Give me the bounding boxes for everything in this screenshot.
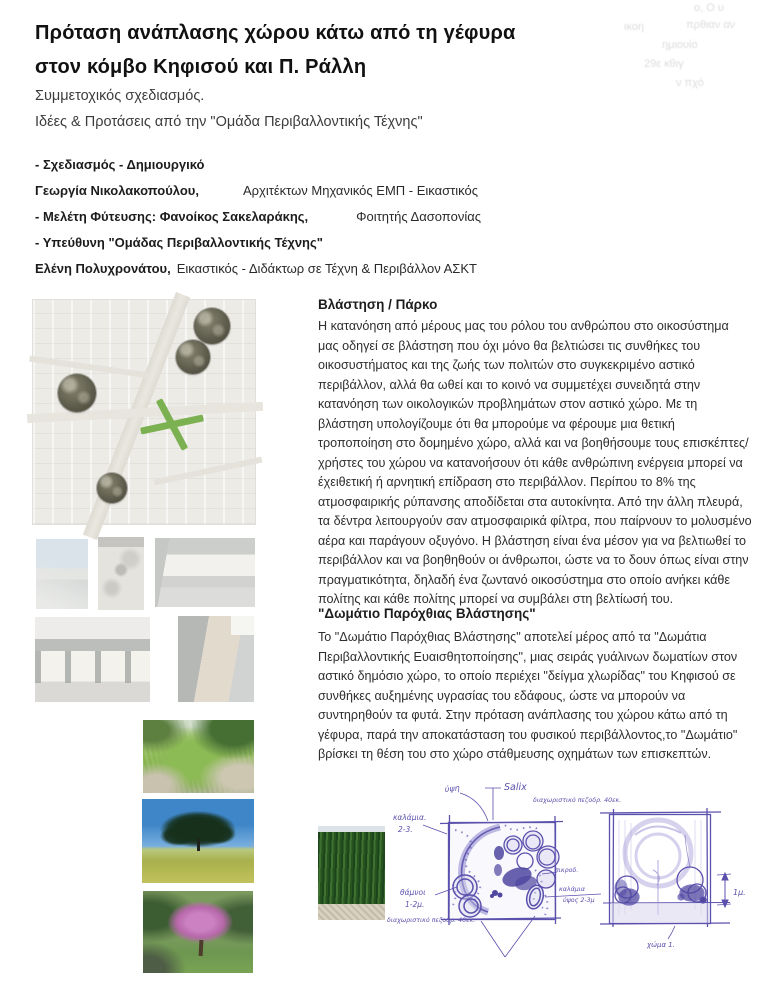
- credit-line-nikolakopoulou: [35, 183, 478, 198]
- section-body-riparian-room: Το "Δωμάτιο Παρόχθιας Βλάστησης" αποτελεί μέρος από τα "Δωμάτια Περιβαλλοντικής Ευαισθητοποίησης", μιας σειράς γυάλινων δωματίων στον αστικό δημόσιο χώρο, το οποίο περιέχει "δείγμα χλωρίδας" του Κηφισού σε συνθήκες αυξημένης υγρασίας του εδάφους, ώστε να μπορούν να συντηρηθούν τα φυτά. Στην πρόταση ανάπλασης του χώρου κάτω από τη γέφυρα, παρά την αποκατάσταση του φυσικού περιβάλλοντος,το "Δωμάτιο" βρίσκει τη θέση του στο χώρο στάθμευσης οχημάτων των επισκεπτών.: [318, 630, 738, 761]
- section-heading-riparian-room: "Δωμάτιο Παρόχθιας Βλάστησης": [318, 606, 536, 621]
- sketch-label-divider2: διαχωριστικό πεζοδρ. 40εκ.: [533, 797, 622, 804]
- credit-role: - Μελέτη Φύτευσης: Φανοίκος Σακελαράκης,: [35, 209, 309, 224]
- map-photo-callout: [58, 374, 96, 412]
- credit-name: Γεωργία Νικολακοπούλου,: [35, 183, 199, 198]
- credit-line-lead: [35, 235, 323, 250]
- ghost-fragment: 29ε κθιγ: [644, 58, 684, 70]
- sketch-label-kalamia2-line2: ύψος 2-3μ: [563, 897, 595, 904]
- credit-title: Εικαστικός - Διδάκτωρ σε Τέχνη & Περιβάλλον ΑΣΚΤ: [176, 261, 477, 276]
- map-road: [29, 356, 149, 379]
- sketch-label-kalamia-height: 2-3.: [398, 825, 413, 834]
- page-title-line2: στον κόμβο Κηφισού και Π. Ράλλη: [35, 56, 367, 78]
- subtitle-participatory: Συμμετοχικός σχεδιασμός.: [35, 88, 205, 104]
- subtitle-ideas: Ιδέες & Προτάσεις από την "Ομάδα Περιβαλλοντικής Τέχνης": [35, 114, 423, 130]
- section-heading-vegetation-park: Βλάστηση / Πάρκο: [318, 297, 438, 312]
- photo-judas-tree: [143, 891, 253, 973]
- sketch-label-pikrod: πικροδ.: [555, 867, 579, 874]
- site-photo-street: [36, 539, 88, 609]
- sketch-label-thamnoi-height: 1-2μ.: [405, 900, 425, 909]
- ghost-fragment: ικοη: [624, 21, 645, 33]
- sketch-label-dimension-1m: 1μ.: [733, 888, 746, 897]
- site-photo-bridge-columns: [35, 617, 150, 702]
- credit-role: - Σχεδιασμός - Δημιουργικό: [35, 157, 205, 172]
- ghost-fragment: ημιουίο: [662, 39, 698, 51]
- map-photo-callout: [97, 473, 127, 503]
- photo-tree-on-hill: [142, 799, 254, 883]
- tree-trunk: [197, 839, 200, 851]
- credit-line-polychronatou: [35, 261, 477, 276]
- sketch-label-kalamia2-line1: καλάμια: [559, 886, 586, 893]
- photo-reeds: [318, 826, 385, 920]
- site-photo-underpass: [155, 538, 255, 607]
- tree-trunk: [199, 940, 204, 957]
- credit-line-planting: [35, 209, 481, 224]
- sketch-label-kalamia: καλάμια.: [393, 813, 427, 822]
- credit-title: Αρχιτέκτων Μηχανικός ΕΜΠ - Εικαστικός: [242, 183, 479, 198]
- site-photo-dirt-path: [178, 616, 254, 702]
- map-road: [154, 457, 263, 486]
- section-body-vegetation-park: Η κατανόηση από μέρους μας του ρόλου του ανθρώπου στο οικοσύστημα μας οδηγεί σε βλάστηση που όχι μόνο θα βελτιώσει τις συνθήκες του οικοσυστήματος και της ζωής των πολιτών στο συγκεκριμένο αστικό περιβάλλον, αλλά θα ωθεί και το κοινό να συμμετέχει συνειδητά στην κατανόηση των οικολογικών προβλημάτων στον αστικό χώρο. Με τη βλάστηση υπολογίζουμε ότι θα μπορούμε να φέρουμε μια θετική τροποποίηση στο δομημένο χώρο, αλλά και να βοηθήσουμε τους επισκέπτες/χρήστες του χώρου να κατανοήσουν ότι κάθε ανθρώπινη ενέργεια μπορεί να έχειθετική ή αρνητική επίδραση στο περιβάλλον. Περίπου το 8% της ατμοσφαιρικής ρύπανσης αποδίδεται στα αυτοκίνητα. Από την άλλη πλευρά, τα δέντρα λειτουργούν σαν ατμοσφαιρικά φίλτρα, που παίρνουν το μολυσμένο αέρα και παράγουν οξυγόνο. Η βλάστηση είναι ένα μέσον για να βελτιωθεί το περιβάλλον και να βοηθηθούν οι άνθρωποι, ώστε να το δουν όπως είναι στην πραγματικότητα, δηλαδή ένα ζωντανό οικοσύστημα στο οποίο ανήκει κάθε πολίτης και κάθε πολίτης μπορεί να συμβάλει στη βελτίωσή του.: [318, 319, 752, 606]
- page-title-line1: Πρόταση ανάπλασης χώρου κάτω από τη γέφυρα: [35, 22, 516, 44]
- credit-line-design: [35, 157, 205, 172]
- sketch-soil-band: [611, 903, 710, 923]
- site-photo-rubble: [98, 537, 144, 610]
- sketch-label-divider: διαχωριστικό πεζοδρ. 40εκ.: [387, 917, 476, 924]
- map-photo-callout: [176, 340, 210, 374]
- ghost-fragment: πρθιαν αν: [686, 19, 736, 31]
- planting-sketches: [385, 775, 757, 965]
- credit-title: Φοιτητής Δασοπονίας: [356, 209, 481, 224]
- ghost-fragment: ο, Ο υ: [694, 2, 724, 14]
- aerial-map-image: [33, 300, 255, 524]
- photo-willow-shrub: [143, 720, 254, 793]
- sketch-label-salix: Salix: [504, 782, 527, 793]
- map-photo-callout: [194, 308, 230, 344]
- credit-name: Ελένη Πολυχρονάτου,: [35, 261, 171, 276]
- sketch-label-thamnoi: θάμνοι: [400, 888, 426, 897]
- sketch-label-soil: χώμα 1.: [647, 941, 675, 949]
- sketch-label-ypsi: ύψη: [444, 783, 461, 794]
- credit-role: - Υπεύθυνη "Ομάδας Περιβαλλοντικής Τέχνης": [35, 235, 323, 250]
- ghost-fragment: ν πχό: [676, 77, 704, 89]
